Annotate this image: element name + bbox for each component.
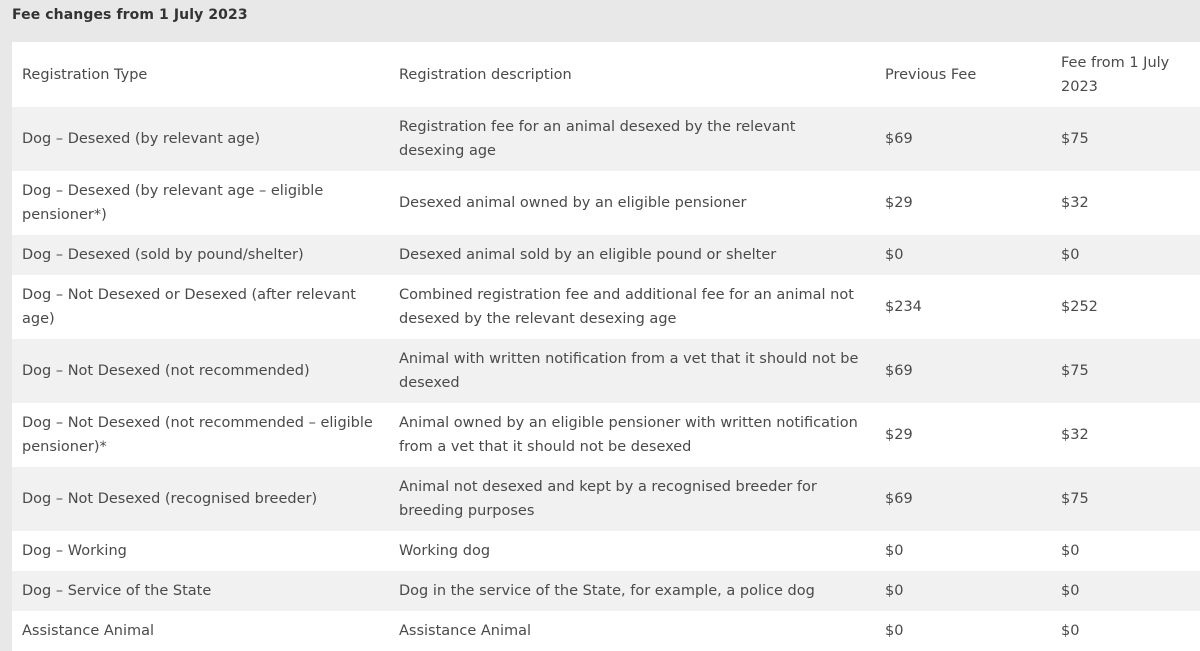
cell-previous-fee: $29 [875, 171, 1051, 235]
cell-previous-fee: $0 [875, 235, 1051, 275]
table-row [12, 467, 1200, 531]
cell-registration-description: Working dog [389, 531, 875, 571]
cell-previous-fee: $29 [875, 403, 1051, 467]
fee-table [12, 42, 1200, 651]
cell-new-fee: $75 [1051, 107, 1200, 171]
table-row [12, 171, 1200, 235]
cell-registration-description: Animal owned by an eligible pensioner with written notification from a vet that it should not be desexed [389, 403, 875, 467]
cell-new-fee: $0 [1051, 235, 1200, 275]
table-row [12, 107, 1200, 171]
cell-previous-fee: $0 [875, 531, 1051, 571]
cell-registration-type: Dog – Desexed (sold by pound/shelter) [12, 235, 389, 275]
table-row [12, 611, 1200, 651]
header-previous-fee: Previous Fee [875, 42, 1051, 107]
table-caption: Fee changes from 1 July 2023 [12, 7, 248, 23]
cell-new-fee: $75 [1051, 339, 1200, 403]
table-row [12, 531, 1200, 571]
cell-registration-description: Dog in the service of the State, for example, a police dog [389, 571, 875, 611]
table-row [12, 571, 1200, 611]
cell-registration-description: Animal with written notification from a vet that it should not be desexed [389, 339, 875, 403]
cell-registration-description: Desexed animal owned by an eligible pensioner [389, 171, 875, 235]
header-registration-description: Registration description [389, 42, 875, 107]
cell-previous-fee: $69 [875, 107, 1051, 171]
cell-registration-type: Dog – Not Desexed (recognised breeder) [12, 467, 389, 531]
cell-registration-description: Assistance Animal [389, 611, 875, 651]
cell-previous-fee: $234 [875, 275, 1051, 339]
cell-registration-description: Registration fee for an animal desexed by the relevant desexing age [389, 107, 875, 171]
cell-previous-fee: $0 [875, 611, 1051, 651]
table-row [12, 403, 1200, 467]
cell-previous-fee: $69 [875, 467, 1051, 531]
cell-new-fee: $75 [1051, 467, 1200, 531]
header-registration-type: Registration Type [12, 42, 389, 107]
cell-registration-description: Combined registration fee and additional fee for an animal not desexed by the relevant desexing age [389, 275, 875, 339]
cell-registration-type: Assistance Animal [12, 611, 389, 651]
table-header-row [12, 42, 1200, 107]
cell-registration-type: Dog – Not Desexed (not recommended – eligible pensioner)* [12, 403, 389, 467]
table-row [12, 339, 1200, 403]
cell-registration-type: Dog – Desexed (by relevant age) [12, 107, 389, 171]
header-fee-from-1-july-2023: Fee from 1 July 2023 [1051, 42, 1200, 107]
cell-new-fee: $32 [1051, 171, 1200, 235]
cell-new-fee: $0 [1051, 571, 1200, 611]
table-row [12, 275, 1200, 339]
cell-registration-type: Dog – Service of the State [12, 571, 389, 611]
cell-new-fee: $252 [1051, 275, 1200, 339]
cell-registration-type: Dog – Working [12, 531, 389, 571]
cell-new-fee: $0 [1051, 611, 1200, 651]
cell-registration-type: Dog – Not Desexed (not recommended) [12, 339, 389, 403]
cell-registration-description: Animal not desexed and kept by a recognised breeder for breeding purposes [389, 467, 875, 531]
table-row [12, 235, 1200, 275]
cell-registration-type: Dog – Desexed (by relevant age – eligible pensioner*) [12, 171, 389, 235]
cell-previous-fee: $69 [875, 339, 1051, 403]
cell-new-fee: $32 [1051, 403, 1200, 467]
cell-registration-description: Desexed animal sold by an eligible pound or shelter [389, 235, 875, 275]
cell-registration-type: Dog – Not Desexed or Desexed (after relevant age) [12, 275, 389, 339]
cell-previous-fee: $0 [875, 571, 1051, 611]
cell-new-fee: $0 [1051, 531, 1200, 571]
